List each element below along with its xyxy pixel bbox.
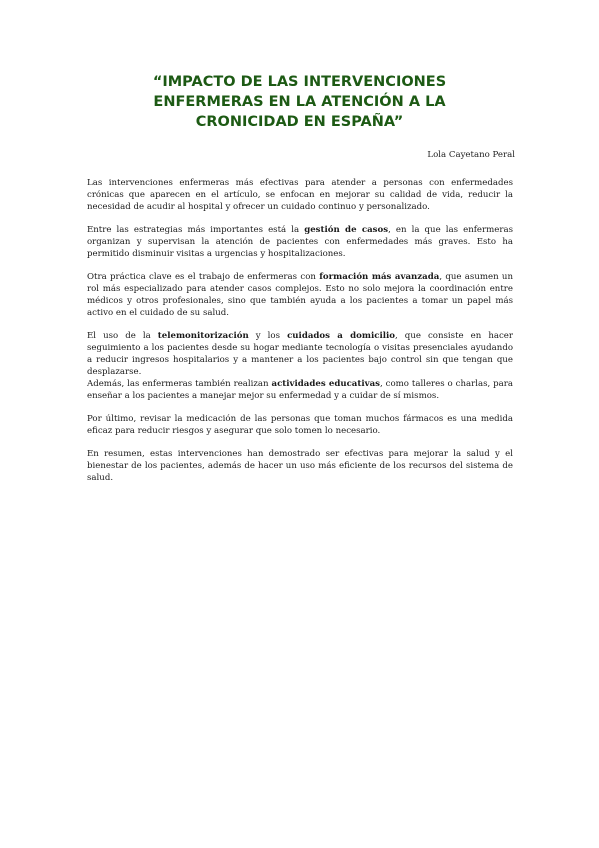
text-run: , que asumen un rol más especializado para atender casos complejos. Esto no solo mejora la coordinación entre médicos y otros profesionales, sino que también ayuda a los pacientes a tomar un papel más activo en el cuidado de su salud. [87, 272, 513, 318]
text-run: y los [248, 331, 288, 341]
bold-phrase: actividades educativas [271, 379, 381, 389]
text-run: , que consiste en hacer seguimiento a los pacientes desde su hogar mediante tecnología o visitas presenciales ayudando a reducir ingresos hospitalarios y a mantener a los pacientes bajo control sin que tengan que desplazarse. [87, 331, 513, 377]
text-run: En resumen, estas intervenciones han demostrado ser efectivas para mejorar la salud y el bienestar de los pacientes, además de hacer un uso más eficiente de los recursos del sistema de salud. [87, 449, 513, 483]
paragraph [87, 177, 513, 213]
bold-phrase: formación más avanzada [319, 272, 440, 282]
text-run: , en la que las enfermeras organizan y supervisan la atención de pacientes con enfermedades más graves. Esto ha permitido disminuir visitas a urgencias y hospitalizaciones. [87, 225, 513, 259]
author-name: Lola Cayetano Peral [427, 150, 515, 160]
paragraph [87, 448, 513, 484]
paragraph [87, 413, 513, 437]
bold-phrase: telemonitorización [157, 331, 249, 341]
paragraph [87, 330, 513, 378]
title-line: “IMPACTO DE LAS INTERVENCIONES [152, 74, 447, 90]
text-run: Otra práctica clave es el trabajo de enfermeras con [87, 272, 320, 282]
document-title [60, 72, 539, 132]
text-run: Por último, revisar la medicación de las personas que toman muchos fármacos es una medida eficaz para reducir riesgos y asegurar que solo tomen lo necesario. [87, 414, 513, 436]
text-run: , como talleres o charlas, para enseñar a los pacientes a manejar mejor su enfermedad y a cuidar de sí mismos. [87, 379, 513, 401]
bold-phrase: cuidados a domicilio [287, 331, 396, 341]
text-run: Entre las estrategias más importantes está la [87, 225, 305, 235]
title-line: ENFERMERAS EN LA ATENCIÓN A LA [153, 94, 446, 110]
text-run: El uso de la [87, 331, 158, 341]
paragraph [87, 378, 513, 402]
paragraph [87, 224, 513, 260]
text-run: Las intervenciones enfermeras más efectivas para atender a personas con enfermedades crónicas que aparecen en el artículo, se enfocan en mejorar su calidad de vida, reducir la necesidad de acudir al hospital y ofrecer un cuidado continuo y personalizado. [87, 178, 513, 212]
paragraph [87, 271, 513, 319]
bold-phrase: gestión de casos [304, 225, 389, 235]
document-body [87, 177, 513, 495]
title-line: CRONICIDAD EN ESPAÑA” [195, 114, 404, 130]
text-run: Además, las enfermeras también realizan [87, 379, 272, 389]
